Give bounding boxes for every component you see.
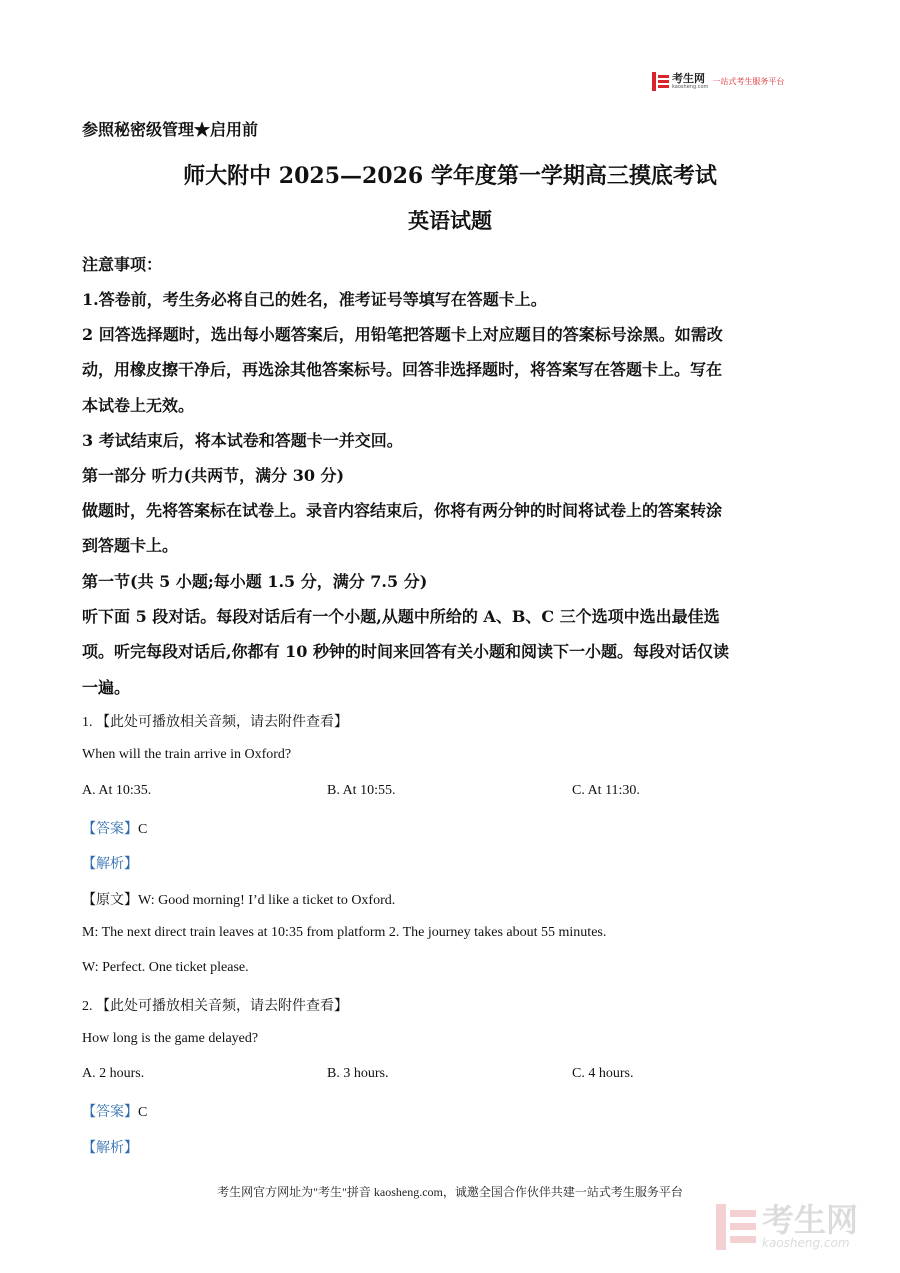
exam-subtitle: 英语试题: [408, 208, 492, 233]
transcript-label: 【原文】: [82, 893, 138, 908]
brand-slogan: 一站式考生服务平台: [712, 77, 785, 86]
option-a: A. 2 hours.: [82, 1066, 145, 1081]
question-header[interactable]: 2. 【此处可播放相关音频，请去附件查看】: [82, 999, 348, 1014]
brand-name: 考生网: [672, 72, 705, 85]
answer-line: [82, 1101, 147, 1121]
brand-logo-icon: [652, 72, 669, 91]
section-instruction-line-1: 听下面 5 段对话。每段对话后有一个小题,从题中所给的 A、B、C 三个选项中选出最佳选: [82, 607, 720, 626]
page-footer: 考生网官方网址为"考生"拼音 kaosheng.com，诚邀全国合作伙伴共建一站式考生服务平台: [217, 1185, 683, 1199]
watermark-url: kaosheng.com: [762, 1236, 850, 1250]
question-stem: How long is the game delayed?: [82, 1031, 259, 1046]
part-instruction-line-2: 到答题卡上。: [82, 536, 179, 555]
option-b: B. At 10:55.: [327, 783, 396, 798]
option-b: B. 3 hours.: [327, 1066, 389, 1081]
answer-line: [82, 818, 147, 838]
notice-item-2-line-3: 本试卷上无效。: [82, 396, 195, 415]
answer-label: 【答案】: [82, 1105, 138, 1120]
answer-value: C: [138, 822, 148, 837]
header-logo[interactable]: [652, 72, 784, 91]
section-instruction-line-2: 项。听完每段对话后,你都有 10 秒钟的时间来回答有关小题和阅读下一小题。每段对话仅读: [82, 642, 729, 661]
section-heading: 第一节(共 5 小题;每小题 1.5 分，满分 7.5 分): [82, 572, 428, 591]
question-header[interactable]: 1. 【此处可播放相关音频，请去附件查看】: [82, 715, 348, 730]
part-heading: 第一部分 听力(共两节，满分 30 分): [82, 466, 345, 485]
analysis-label: 【解析】: [82, 1141, 138, 1156]
transcript-text: W: Good morning! I’d like a ticket to Oxford.: [138, 893, 396, 908]
options-row: [82, 1066, 802, 1082]
transcript-line-2: M: The next direct train leaves at 10:35 from platform 2. The journey takes about 55 minutes.: [82, 925, 607, 940]
watermark-logo: [716, 1201, 859, 1250]
notice-item-2-line-2: 动，用橡皮擦干净后，再选涂其他答案标号。回答非选择题时，将答案写在答题卡上。写在: [82, 360, 723, 379]
option-c: C. At 11:30.: [572, 783, 640, 798]
answer-label: 【答案】: [82, 822, 138, 837]
exam-title: 师大附中 2025—2026 学年度第一学期高三摸底考试: [183, 163, 717, 189]
watermark-icon: [716, 1204, 756, 1250]
notice-item-3: 3 考试结束后，将本试卷和答题卡一并交回。: [82, 431, 403, 450]
part-instruction-line-1: 做题时，先将答案标在试卷上。录音内容结束后，你将有两分钟的时间将试卷上的答案转涂: [82, 501, 723, 520]
notice-heading: 注意事项：: [82, 255, 163, 274]
analysis-label: 【解析】: [82, 857, 138, 872]
answer-value: C: [138, 1105, 148, 1120]
option-c: C. 4 hours.: [572, 1066, 634, 1081]
watermark-name: 考生网: [762, 1201, 859, 1239]
transcript-line-3: W: Perfect. One ticket please.: [82, 960, 249, 975]
options-row: [82, 783, 802, 799]
notice-item-1: 1.答卷前，考生务必将自己的姓名，准考证号等填写在答题卡上。: [82, 290, 547, 309]
brand-url: kaosheng.com: [672, 84, 709, 90]
transcript-line-1: [82, 889, 395, 909]
question-stem: When will the train arrive in Oxford?: [82, 747, 292, 762]
secrecy-label: 参照秘密级管理★启用前: [82, 120, 259, 139]
option-a: A. At 10:35.: [82, 783, 152, 798]
notice-item-2-line-1: 2 回答选择题时，选出每小题答案后，用铅笔把答题卡上对应题目的答案标号涂黑。如需改: [82, 325, 723, 344]
section-instruction-line-3: 一遍。: [82, 678, 131, 697]
